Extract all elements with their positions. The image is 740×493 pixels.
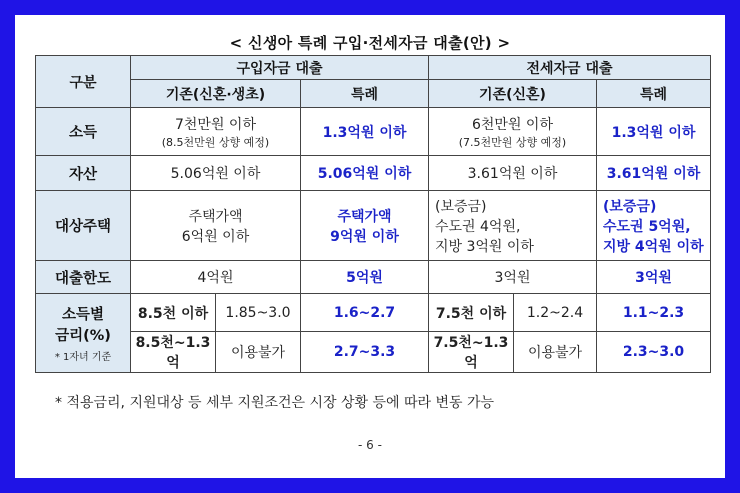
income-purchase-existing-note: (8.5천만원 상향 예정) [161, 135, 270, 149]
assets-purchase-existing: 5.06억원 이하 [131, 156, 301, 191]
income-purchase-special: 1.3억원 이하 [301, 108, 429, 156]
rate-purchase-tier1-existing: 1.85~3.0 [216, 294, 301, 332]
page-number: - 6 - [358, 438, 382, 452]
housing-purchase-special [301, 191, 429, 261]
income-jeonse-existing [429, 108, 597, 156]
header-purchase-loan: 구입자금 대출 [131, 56, 429, 80]
header-category: 구분 [36, 56, 131, 108]
housing-jeonse-special-line2: 수도권 5억원, [603, 218, 691, 235]
rate-purchase-tier2-special: 2.7~3.3 [301, 332, 429, 373]
rate-jeonse-tier2-special: 2.3~3.0 [597, 332, 711, 373]
limit-purchase-special: 5억원 [301, 261, 429, 294]
rate-purchase-tier1: 8.5천 이하 [131, 294, 216, 332]
page-title: < 신생아 특례 구입·전세자금 대출(안) > [229, 34, 511, 52]
assets-jeonse-special: 3.61억원 이하 [597, 156, 711, 191]
income-purchase-existing-value: 7천만원 이하 [175, 116, 256, 133]
loan-comparison-table [35, 55, 711, 373]
rate-purchase-tier1-special: 1.6~2.7 [301, 294, 429, 332]
income-jeonse-existing-note: (7.5천만원 상향 예정) [458, 135, 567, 149]
rate-purchase-tier2: 8.5천~1.3억 [131, 332, 216, 373]
income-jeonse-existing-value: 6천만원 이하 [472, 116, 553, 133]
income-jeonse-special: 1.3억원 이하 [597, 108, 711, 156]
housing-jeonse-special [597, 191, 711, 261]
housing-jeonse-existing-line3: 지방 3억원 이하 [435, 238, 534, 255]
housing-purchase-existing-line1: 주택가액 [188, 208, 243, 225]
limit-jeonse-existing: 3억원 [429, 261, 597, 294]
document-page [25, 20, 715, 473]
header-purchase-existing: 기존(신혼·생초) [131, 80, 301, 108]
header-jeonse-existing: 기존(신혼) [429, 80, 597, 108]
row-label-target-housing: 대상주택 [36, 191, 131, 261]
rate-jeonse-tier1: 7.5천 이하 [429, 294, 514, 332]
housing-purchase-existing-line2: 6억원 이하 [181, 228, 250, 245]
header-purchase-special: 특례 [301, 80, 429, 108]
limit-purchase-existing: 4억원 [131, 261, 301, 294]
rate-purchase-tier2-existing: 이용불가 [216, 332, 301, 373]
rate-label-line1: 소득별 [61, 307, 105, 323]
rate-jeonse-tier2: 7.5천~1.3억 [429, 332, 514, 373]
housing-jeonse-existing-line2: 수도권 4억원, [435, 218, 521, 235]
rate-label-note: * 1자녀 기준 [54, 352, 112, 363]
row-label-income: 소득 [36, 108, 131, 156]
header-jeonse-loan: 전세자금 대출 [429, 56, 711, 80]
limit-jeonse-special: 3억원 [597, 261, 711, 294]
housing-purchase-special-line2: 9억원 이하 [330, 228, 399, 245]
housing-purchase-existing [131, 191, 301, 261]
housing-jeonse-existing [429, 191, 597, 261]
assets-jeonse-existing: 3.61억원 이하 [429, 156, 597, 191]
header-jeonse-special: 특례 [597, 80, 711, 108]
row-label-assets: 자산 [36, 156, 131, 191]
rate-label-line2: 금리(%) [55, 328, 111, 344]
rate-jeonse-tier2-existing: 이용불가 [514, 332, 597, 373]
row-label-rate [36, 294, 131, 373]
housing-jeonse-special-line1: (보증금) [603, 198, 657, 215]
housing-jeonse-existing-line1: (보증금) [435, 198, 487, 215]
housing-purchase-special-line1: 주택가액 [337, 208, 392, 225]
income-purchase-existing [131, 108, 301, 156]
housing-jeonse-special-line3: 지방 4억원 이하 [603, 238, 704, 255]
footnote: * 적용금리, 지원대상 등 세부 지원조건은 시장 상황 등에 따라 변동 가능 [55, 395, 495, 411]
assets-purchase-special: 5.06억원 이하 [301, 156, 429, 191]
rate-jeonse-tier1-existing: 1.2~2.4 [514, 294, 597, 332]
row-label-loan-limit: 대출한도 [36, 261, 131, 294]
rate-jeonse-tier1-special: 1.1~2.3 [597, 294, 711, 332]
